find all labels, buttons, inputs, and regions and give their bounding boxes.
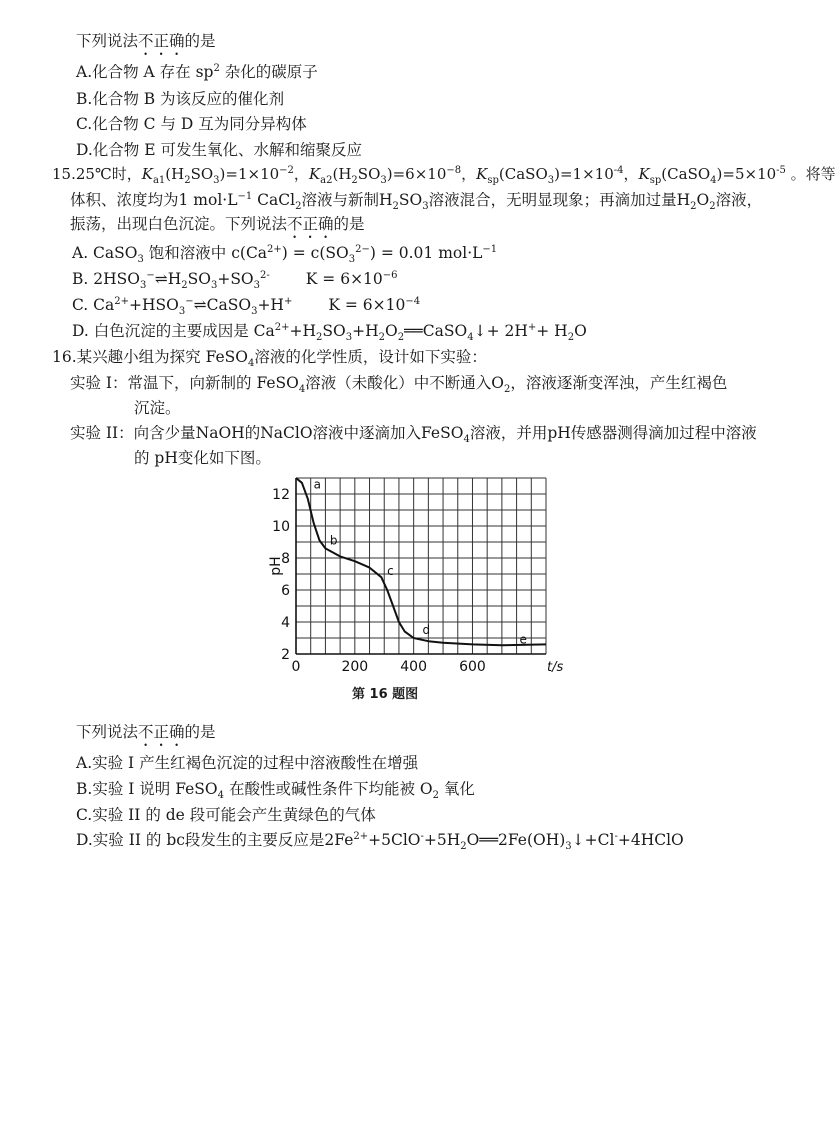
q14-option-a: A.化合物 A 存在 $sp^2$ 杂化的碳原子: [76, 62, 318, 81]
q15-option-b: B. $2HSO_3^-\rightleftharpoons H_2SO_3+SO_3^{2-}$ $K = 6\times 10^{-6}$: [72, 269, 398, 292]
ph-time-chart: [250, 468, 570, 678]
q16-option-a: A.实验 I 产生红褐色沉淀的过程中溶液酸性在增强: [76, 754, 419, 772]
x-axis-label: t/s: [547, 660, 564, 675]
q15-option-d: D. 白色沉淀的主要成因是 $Ca^{2+}+H_2SO_3+H_2O_2══CaSO_4↓+ 2H^++ H_2O$: [72, 321, 587, 344]
point-label-b: b: [329, 533, 338, 548]
q14-option-b: B.化合物 B 为该反应的催化剂: [76, 90, 285, 108]
q16-option-c: C.实验 II 的 de 段可能会产生黄绿色的气体: [76, 806, 376, 824]
y-tick-label: 8: [281, 551, 290, 567]
point-label-a: a: [313, 477, 322, 492]
q16-experiment-1: 实验 I：常温下，向新制的 FeSO$_4$溶液（未酸化）中不断通入$O_2$，溶液逐渐变浑浊，产生红褐色: [70, 374, 728, 396]
q16-experiment-2: 实验 II：向含少量NaOH的NaClO溶液中逐滴加入FeSO$_4$溶液，并用pH传感器测得滴加过程中溶液: [70, 424, 757, 446]
y-tick-label: 10: [272, 519, 290, 535]
ph-curve: [296, 478, 546, 645]
point-label-c: c: [387, 563, 394, 578]
y-tick-label: 6: [281, 583, 290, 599]
q14-stem: 下列说法不正确的是: [76, 32, 216, 50]
q16-option-b: B.实验 I 说明 FeSO$_4$ 在酸性或碱性条件下均能被 $O_2$ 氧化: [76, 780, 475, 802]
figure-caption: 第 16 题图: [352, 687, 419, 702]
q15-stem-line2: 体积、浓度均为1 $mol\cdot L^{-1}$ CaCl$_2$溶液与新制$H_2SO_3$溶液混合，无明显现象；再滴加过量$H_2O_2$溶液，: [70, 190, 763, 213]
q14-option-d: D.化合物 E 可发生氧化、水解和缩聚反应: [76, 141, 362, 159]
q16-stem: 16.某兴趣小组为探究 FeSO$_4$溶液的化学性质，设计如下实验：: [52, 348, 487, 370]
q15-option-c: C. $Ca^{2+}+HSO_3^-\rightleftharpoons CaSO_3+H^+$ $K = 6\times 10^{-4}$: [72, 295, 421, 318]
x-tick-label: 600: [459, 659, 486, 675]
q15-option-a: A. CaSO$_3$ 饱和溶液中 $c(Ca^{2+}) = c(SO_3^{2-}) = 0.01$ $mol\cdot L^{-1}$: [72, 243, 498, 266]
y-axis-label: pH: [268, 556, 284, 576]
x-tick-label: 0: [291, 659, 301, 675]
point-label-e: e: [519, 632, 527, 647]
q16-option-d: D.实验 II 的 bc段发生的主要反应是$2Fe^{2+}+5ClO^-+5H_2O══2Fe(OH)_3↓+Cl^-+4HClO$: [76, 830, 684, 853]
q16-experiment-2-cont: 的 pH变化如下图。: [134, 449, 271, 467]
q15-stem-line1: 15.25℃时，$K_{a1}(H_2SO_3)=1\times 10^{-2}$，$K_{a2}(H_2SO_3)=6\times 10^{-8}$，$K_{sp}(CaSO_3)=1\times 10^{-4}$，$K_{sp}(CaSO_4)=5\times 10^{-5}$ 。将等: [52, 165, 836, 186]
x-tick-label: 400: [400, 659, 428, 675]
q16-stem2: 下列说法不正确的是: [76, 723, 216, 741]
y-tick-label: 12: [272, 487, 290, 503]
q14-option-c: C.化合物 C 与 D 互为同分异构体: [76, 115, 307, 133]
q16-experiment-1-cont: 沉淀。: [134, 399, 181, 417]
point-label-d: d: [422, 623, 431, 637]
y-tick-label: 4: [281, 615, 290, 631]
x-tick-label: 200: [341, 659, 369, 675]
y-tick-label: 2: [281, 647, 290, 663]
q15-stem-line3: 振荡，出现白色沉淀。下列说法不正确的是: [70, 215, 365, 233]
